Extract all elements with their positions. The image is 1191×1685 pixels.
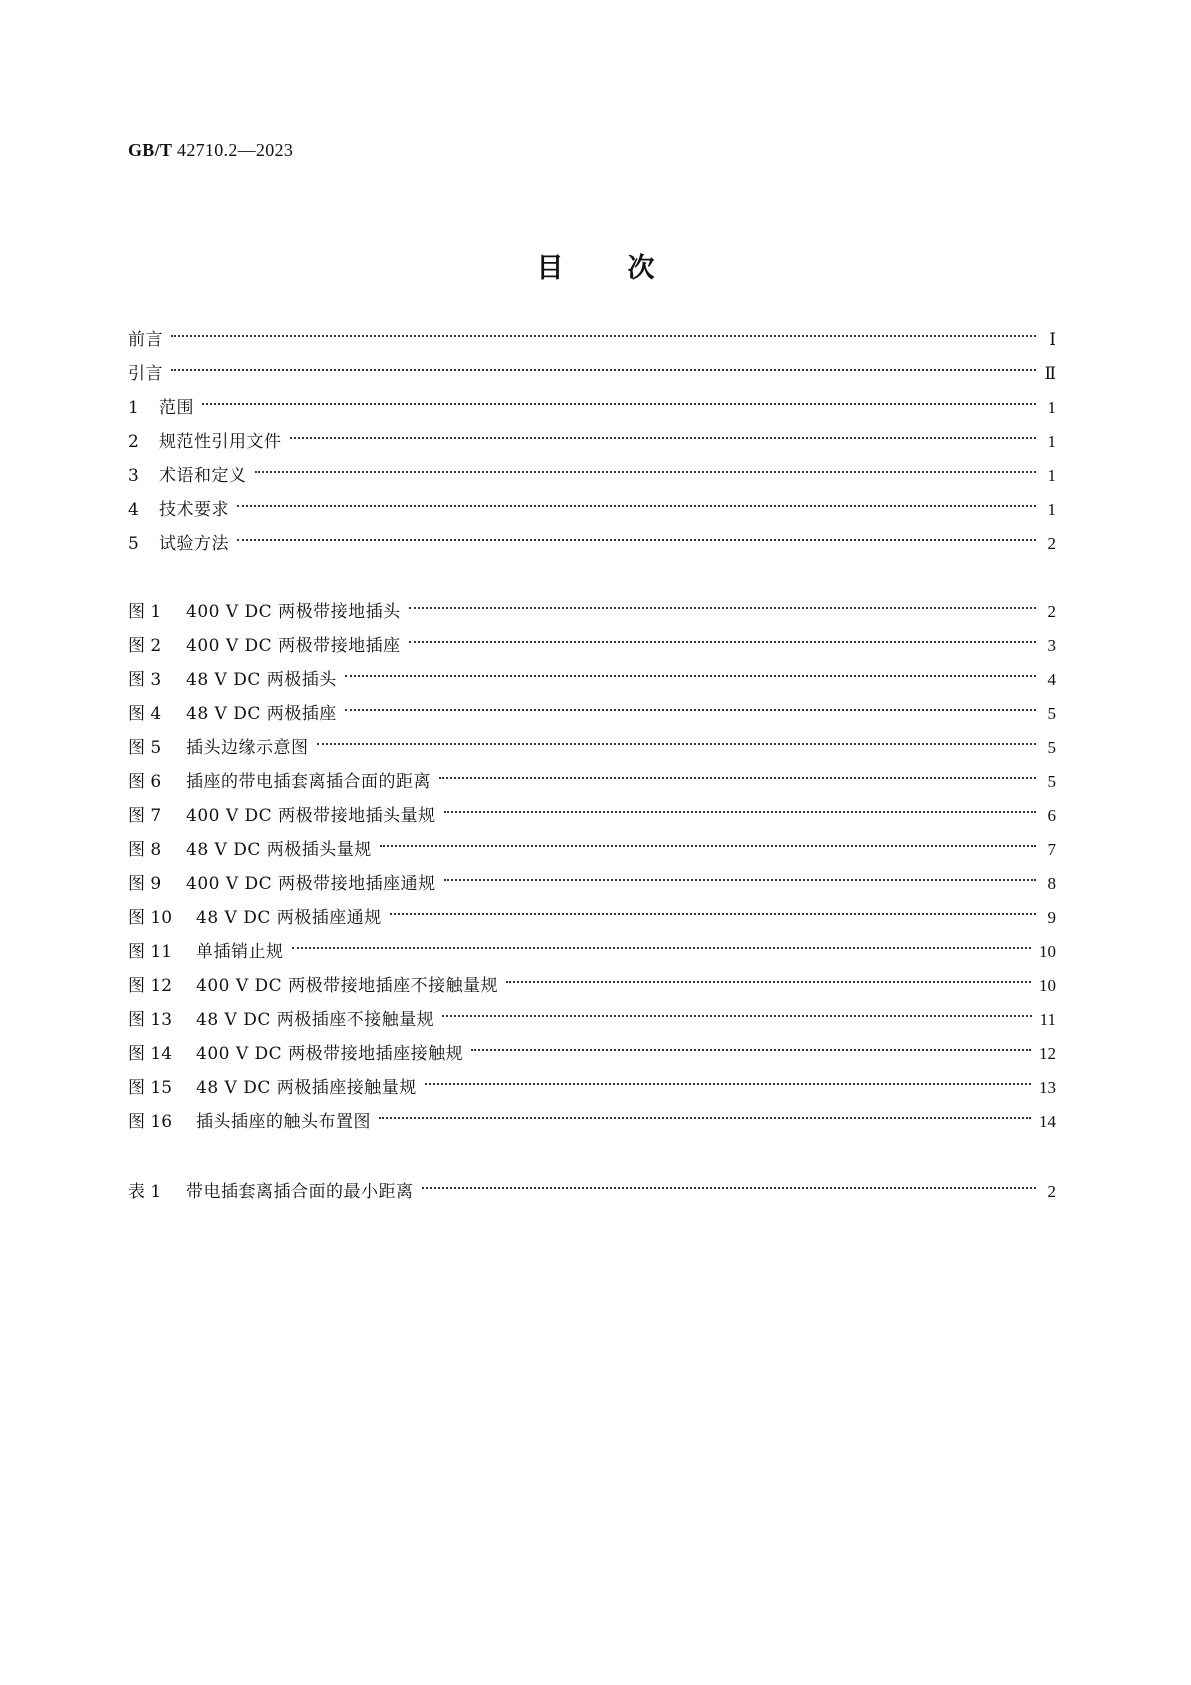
toc-entry-number: 图 6 xyxy=(128,772,162,792)
toc-entry-number: 图 11 xyxy=(128,942,173,962)
dot-leader xyxy=(202,385,1036,413)
toc-entry-figure-14[interactable] xyxy=(128,1031,1056,1064)
toc-entry-label: 400 V DC 两极带接地插座不接触量规 xyxy=(196,976,499,996)
dot-leader xyxy=(317,725,1037,753)
dot-leader xyxy=(425,1065,1031,1093)
toc-entry-figure-5[interactable] xyxy=(128,725,1056,758)
toc-entry-number: 4 xyxy=(128,500,139,520)
toc-entry-page: Ⅱ xyxy=(1044,364,1056,383)
toc-entry-label: 插头插座的触头布置图 xyxy=(196,1112,371,1132)
dot-leader xyxy=(442,997,1031,1025)
dot-leader xyxy=(379,1099,1031,1127)
toc-entry-number: 图 16 xyxy=(128,1112,173,1132)
toc-entry-label: 48 V DC 两极插座接触量规 xyxy=(196,1078,417,1098)
dot-leader xyxy=(290,419,1037,447)
toc-entry-number: 图 13 xyxy=(128,1010,173,1030)
toc-entry-foreword[interactable] xyxy=(128,317,1056,350)
toc-entry-figure-15[interactable] xyxy=(128,1065,1056,1098)
toc-entry-figure-10[interactable] xyxy=(128,895,1056,928)
toc-entry-number: 2 xyxy=(128,432,139,452)
dot-leader xyxy=(390,895,1036,923)
toc-entry-number: 5 xyxy=(128,534,139,554)
toc-entry-figure-16[interactable] xyxy=(128,1099,1056,1132)
toc-entry-page: 5 xyxy=(1047,772,1056,791)
toc-entry-page: 13 xyxy=(1039,1078,1056,1097)
toc-entry-page: 9 xyxy=(1047,908,1056,927)
toc-entry-label: 48 V DC 两极插座不接触量规 xyxy=(196,1010,435,1030)
standard-code xyxy=(128,140,293,161)
toc-entry-number: 图 2 xyxy=(128,636,162,656)
toc-entry-page: 10 xyxy=(1039,976,1056,995)
dot-leader xyxy=(171,351,1036,379)
toc-entry-label: 前言 xyxy=(128,330,163,350)
dot-leader xyxy=(439,759,1036,787)
dot-leader xyxy=(444,861,1036,889)
toc-entry-label: 插座的带电插套离插合面的距离 xyxy=(186,772,431,792)
toc-entry-figure-8[interactable] xyxy=(128,827,1056,860)
toc-entry-label: 400 V DC 两极带接地插座通规 xyxy=(186,874,436,894)
toc-entry-page: 1 xyxy=(1047,466,1056,485)
toc-entry-page: 2 xyxy=(1047,1182,1056,1201)
toc-entry-number: 图 3 xyxy=(128,670,162,690)
dot-leader xyxy=(292,929,1032,957)
toc-entry-page: 2 xyxy=(1047,534,1056,553)
dot-leader xyxy=(345,691,1036,719)
toc-entry-page: 5 xyxy=(1047,704,1056,723)
toc-entry-number: 图 5 xyxy=(128,738,162,758)
standard-number: 42710.2—2023 xyxy=(177,140,294,160)
dot-leader xyxy=(237,521,1036,549)
toc-entry-label: 48 V DC 两极插座通规 xyxy=(196,908,382,928)
dot-leader xyxy=(171,317,1036,345)
toc-entry-number: 表 1 xyxy=(128,1182,162,1202)
toc-entry-page: 1 xyxy=(1047,500,1056,519)
toc-entry-label: 400 V DC 两极带接地插头量规 xyxy=(186,806,436,826)
toc-entry-figure-2[interactable] xyxy=(128,623,1056,656)
toc-entry-number: 图 8 xyxy=(128,840,162,860)
toc-entry-number: 图 4 xyxy=(128,704,162,724)
toc-title xyxy=(0,246,1191,285)
toc-entry-number: 图 1 xyxy=(128,602,162,622)
dot-leader xyxy=(345,657,1036,685)
toc-entry-page: 7 xyxy=(1047,840,1056,859)
toc-entry-number: 3 xyxy=(128,466,139,486)
toc-title-char-1: 目 xyxy=(536,253,564,284)
toc-entry-number: 图 12 xyxy=(128,976,173,996)
dot-leader xyxy=(444,793,1036,821)
toc-entry-label: 带电插套离插合面的最小距离 xyxy=(186,1182,414,1202)
toc-entry-label: 400 V DC 两极带接地插座 xyxy=(186,636,401,656)
toc-entry-table-1[interactable] xyxy=(128,1169,1056,1202)
toc-entry-page: 8 xyxy=(1047,874,1056,893)
toc-entry-page: 12 xyxy=(1039,1044,1056,1063)
toc-entry-figure-7[interactable] xyxy=(128,793,1056,826)
dot-leader xyxy=(380,827,1036,855)
toc-entry-number: 图 9 xyxy=(128,874,162,894)
standard-prefix: GB/T xyxy=(128,140,173,160)
toc-entry-label: 48 V DC 两极插座 xyxy=(186,704,337,724)
toc-entry-figure-4[interactable] xyxy=(128,691,1056,724)
toc-entry-figure-12[interactable] xyxy=(128,963,1056,996)
toc-entry-figure-3[interactable] xyxy=(128,657,1056,690)
dot-leader xyxy=(506,963,1031,991)
toc-entry-page: 6 xyxy=(1047,806,1056,825)
toc-entry-number: 图 7 xyxy=(128,806,162,826)
toc-entry-label: 引言 xyxy=(128,364,163,384)
toc-entry-figure-6[interactable] xyxy=(128,759,1056,792)
toc-entry-page: 2 xyxy=(1047,602,1056,621)
toc-entry-figure-11[interactable] xyxy=(128,929,1056,962)
toc-entry-normative-references[interactable] xyxy=(128,419,1056,452)
dot-leader xyxy=(237,487,1036,515)
dot-leader xyxy=(409,589,1036,617)
dot-leader xyxy=(422,1169,1037,1197)
toc-entry-page: 11 xyxy=(1039,1010,1056,1029)
toc-entry-page: 14 xyxy=(1039,1112,1056,1131)
toc-entry-scope[interactable] xyxy=(128,385,1056,418)
toc-entry-label: 400 V DC 两极带接地插座接触规 xyxy=(196,1044,464,1064)
toc-entry-test-methods[interactable] xyxy=(128,521,1056,554)
toc-entry-label: 试验方法 xyxy=(159,534,229,554)
toc-entry-figure-13[interactable] xyxy=(128,997,1056,1030)
toc-entry-label: 术语和定义 xyxy=(159,466,247,486)
toc-entry-page: Ⅰ xyxy=(1049,330,1056,349)
toc-entry-page: 10 xyxy=(1039,942,1056,961)
dot-leader xyxy=(471,1031,1031,1059)
toc-entry-figure-9[interactable] xyxy=(128,861,1056,894)
toc-entry-figure-1[interactable] xyxy=(128,589,1056,622)
toc-entry-technical-requirements[interactable] xyxy=(128,487,1056,520)
toc-entry-page: 5 xyxy=(1047,738,1056,757)
dot-leader xyxy=(409,623,1036,651)
toc-entry-number: 1 xyxy=(128,398,139,418)
toc-entry-label: 400 V DC 两极带接地插头 xyxy=(186,602,401,622)
toc-entry-label: 范围 xyxy=(159,398,194,418)
toc-entry-number: 图 10 xyxy=(128,908,173,928)
toc-entry-introduction[interactable] xyxy=(128,351,1056,384)
toc-entry-label: 插头边缘示意图 xyxy=(186,738,309,758)
toc-entry-label: 48 V DC 两极插头量规 xyxy=(186,840,372,860)
toc-entry-page: 3 xyxy=(1047,636,1056,655)
dot-leader xyxy=(255,453,1037,481)
toc-entry-page: 4 xyxy=(1047,670,1056,689)
toc-entry-page: 1 xyxy=(1047,432,1056,451)
toc-entry-label: 48 V DC 两极插头 xyxy=(186,670,337,690)
toc-entry-number: 图 15 xyxy=(128,1078,173,1098)
toc-entry-terms[interactable] xyxy=(128,453,1056,486)
toc-entry-page: 1 xyxy=(1047,398,1056,417)
toc-title-char-2: 次 xyxy=(627,253,655,284)
toc-entry-label: 单插销止规 xyxy=(196,942,284,962)
toc-entry-label: 技术要求 xyxy=(159,500,229,520)
toc-entry-label: 规范性引用文件 xyxy=(159,432,282,452)
toc-entry-number: 图 14 xyxy=(128,1044,173,1064)
